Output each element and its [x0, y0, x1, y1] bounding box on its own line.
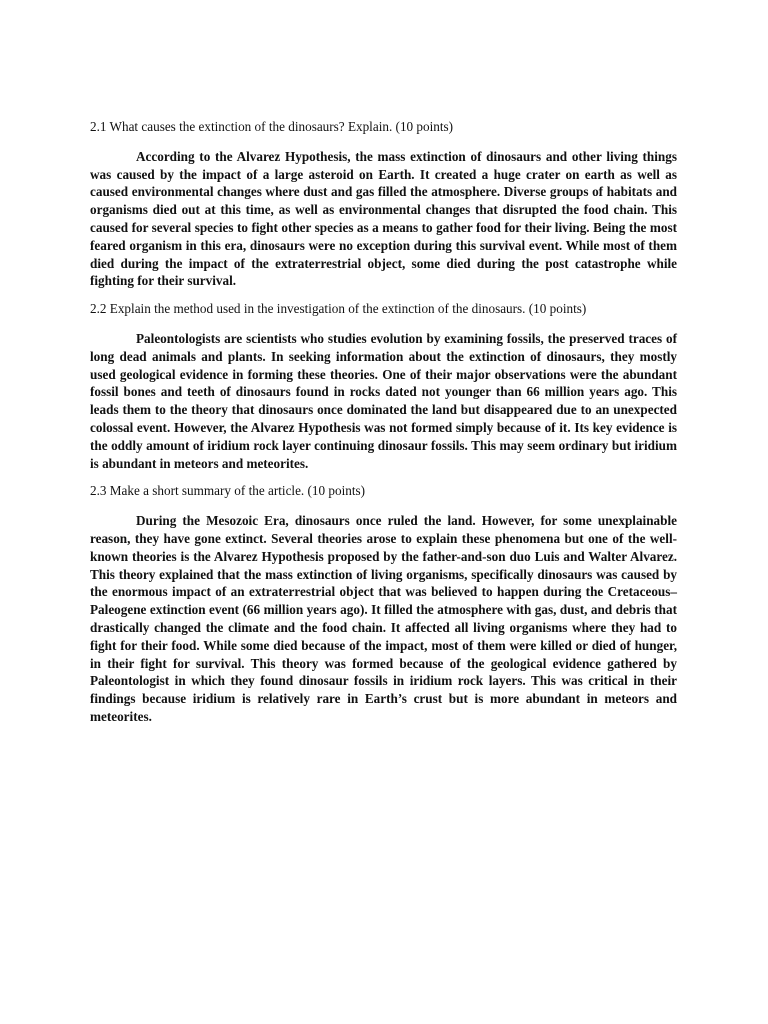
answer-2-1: According to the Alvarez Hypothesis, the mass extinction of dinosaurs and other living things was caused by the impact of a large asteroid on Earth. It created a huge crater on earth as well as caused environmental changes where dust and gas filled the atmosphere. Diverse groups of habitats and organisms died out at this time, as well as environmental changes that disrupted the food chain. This caused for several species to fight other species as a means to gather food for their living. Being the most feared organism in this era, dinosaurs were no exception during this survival event. While most of them died during the impact of the extraterrestrial object, some died during the post catastrophe while fighting for their survival.: [90, 148, 677, 289]
answer-2-2: Paleontologists are scientists who studies evolution by examining fossils, the preserved traces of long dead animals and plants. In seeking information about the extinction of dinosaurs, they mostly used geological evidence in forming these theories. One of their major observations were the abundant fossil bones and teeth of dinosaurs found in rocks dated not younger than 66 million years ago. This leads them to the theory that dinosaurs once dominated the land but disappeared due to an unexpected colossal event. However, the Alvarez Hypothesis was not formed simply because of it. Its key evidence is the oddly amount of iridium rock layer continuing dinosaur fossils. This may seem ordinary but iridium is abundant in meteors and meteorites.: [90, 330, 677, 471]
question-2-1: 2.1 What causes the extinction of the dinosaurs? Explain. (10 points): [90, 119, 454, 134]
answer-2-3: During the Mesozoic Era, dinosaurs once ruled the land. However, for some unexplainable reason, they have gone extinct. Several theories arose to explain these phenomena but one of the well-known theories is the Alvarez Hypothesis proposed by the father-and-son duo Luis and Walter Alvarez. This theory explained that the mass extinction of living organisms, specifically dinosaurs was caused by the enormous impact of an extraterrestrial object that was believed to happen during the Cretaceous–Paleogene extinction event (66 million years ago). It filled the atmosphere with gas, dust, and debris that drastically changed the climate and the food chain. It affected all living organisms where they had to fight for their food. While some died because of the impact, most of them were killed or died of hunger, in their fight for survival. This theory was formed because of the geological evidence gathered by Paleontologist in which they found dinosaur fossils in iridium rock layers. This was critical in their findings because iridium is relatively rare in Earth’s crust but is more abundant in meteors and meteorites.: [90, 513, 677, 724]
document-page: [90, 118, 677, 726]
question-2-2: 2.2 Explain the method used in the investigation of the extinction of the dinosaurs. (10 points): [90, 301, 587, 317]
question-2-3: 2.3 Make a short summary of the article. (10 points): [90, 483, 366, 499]
